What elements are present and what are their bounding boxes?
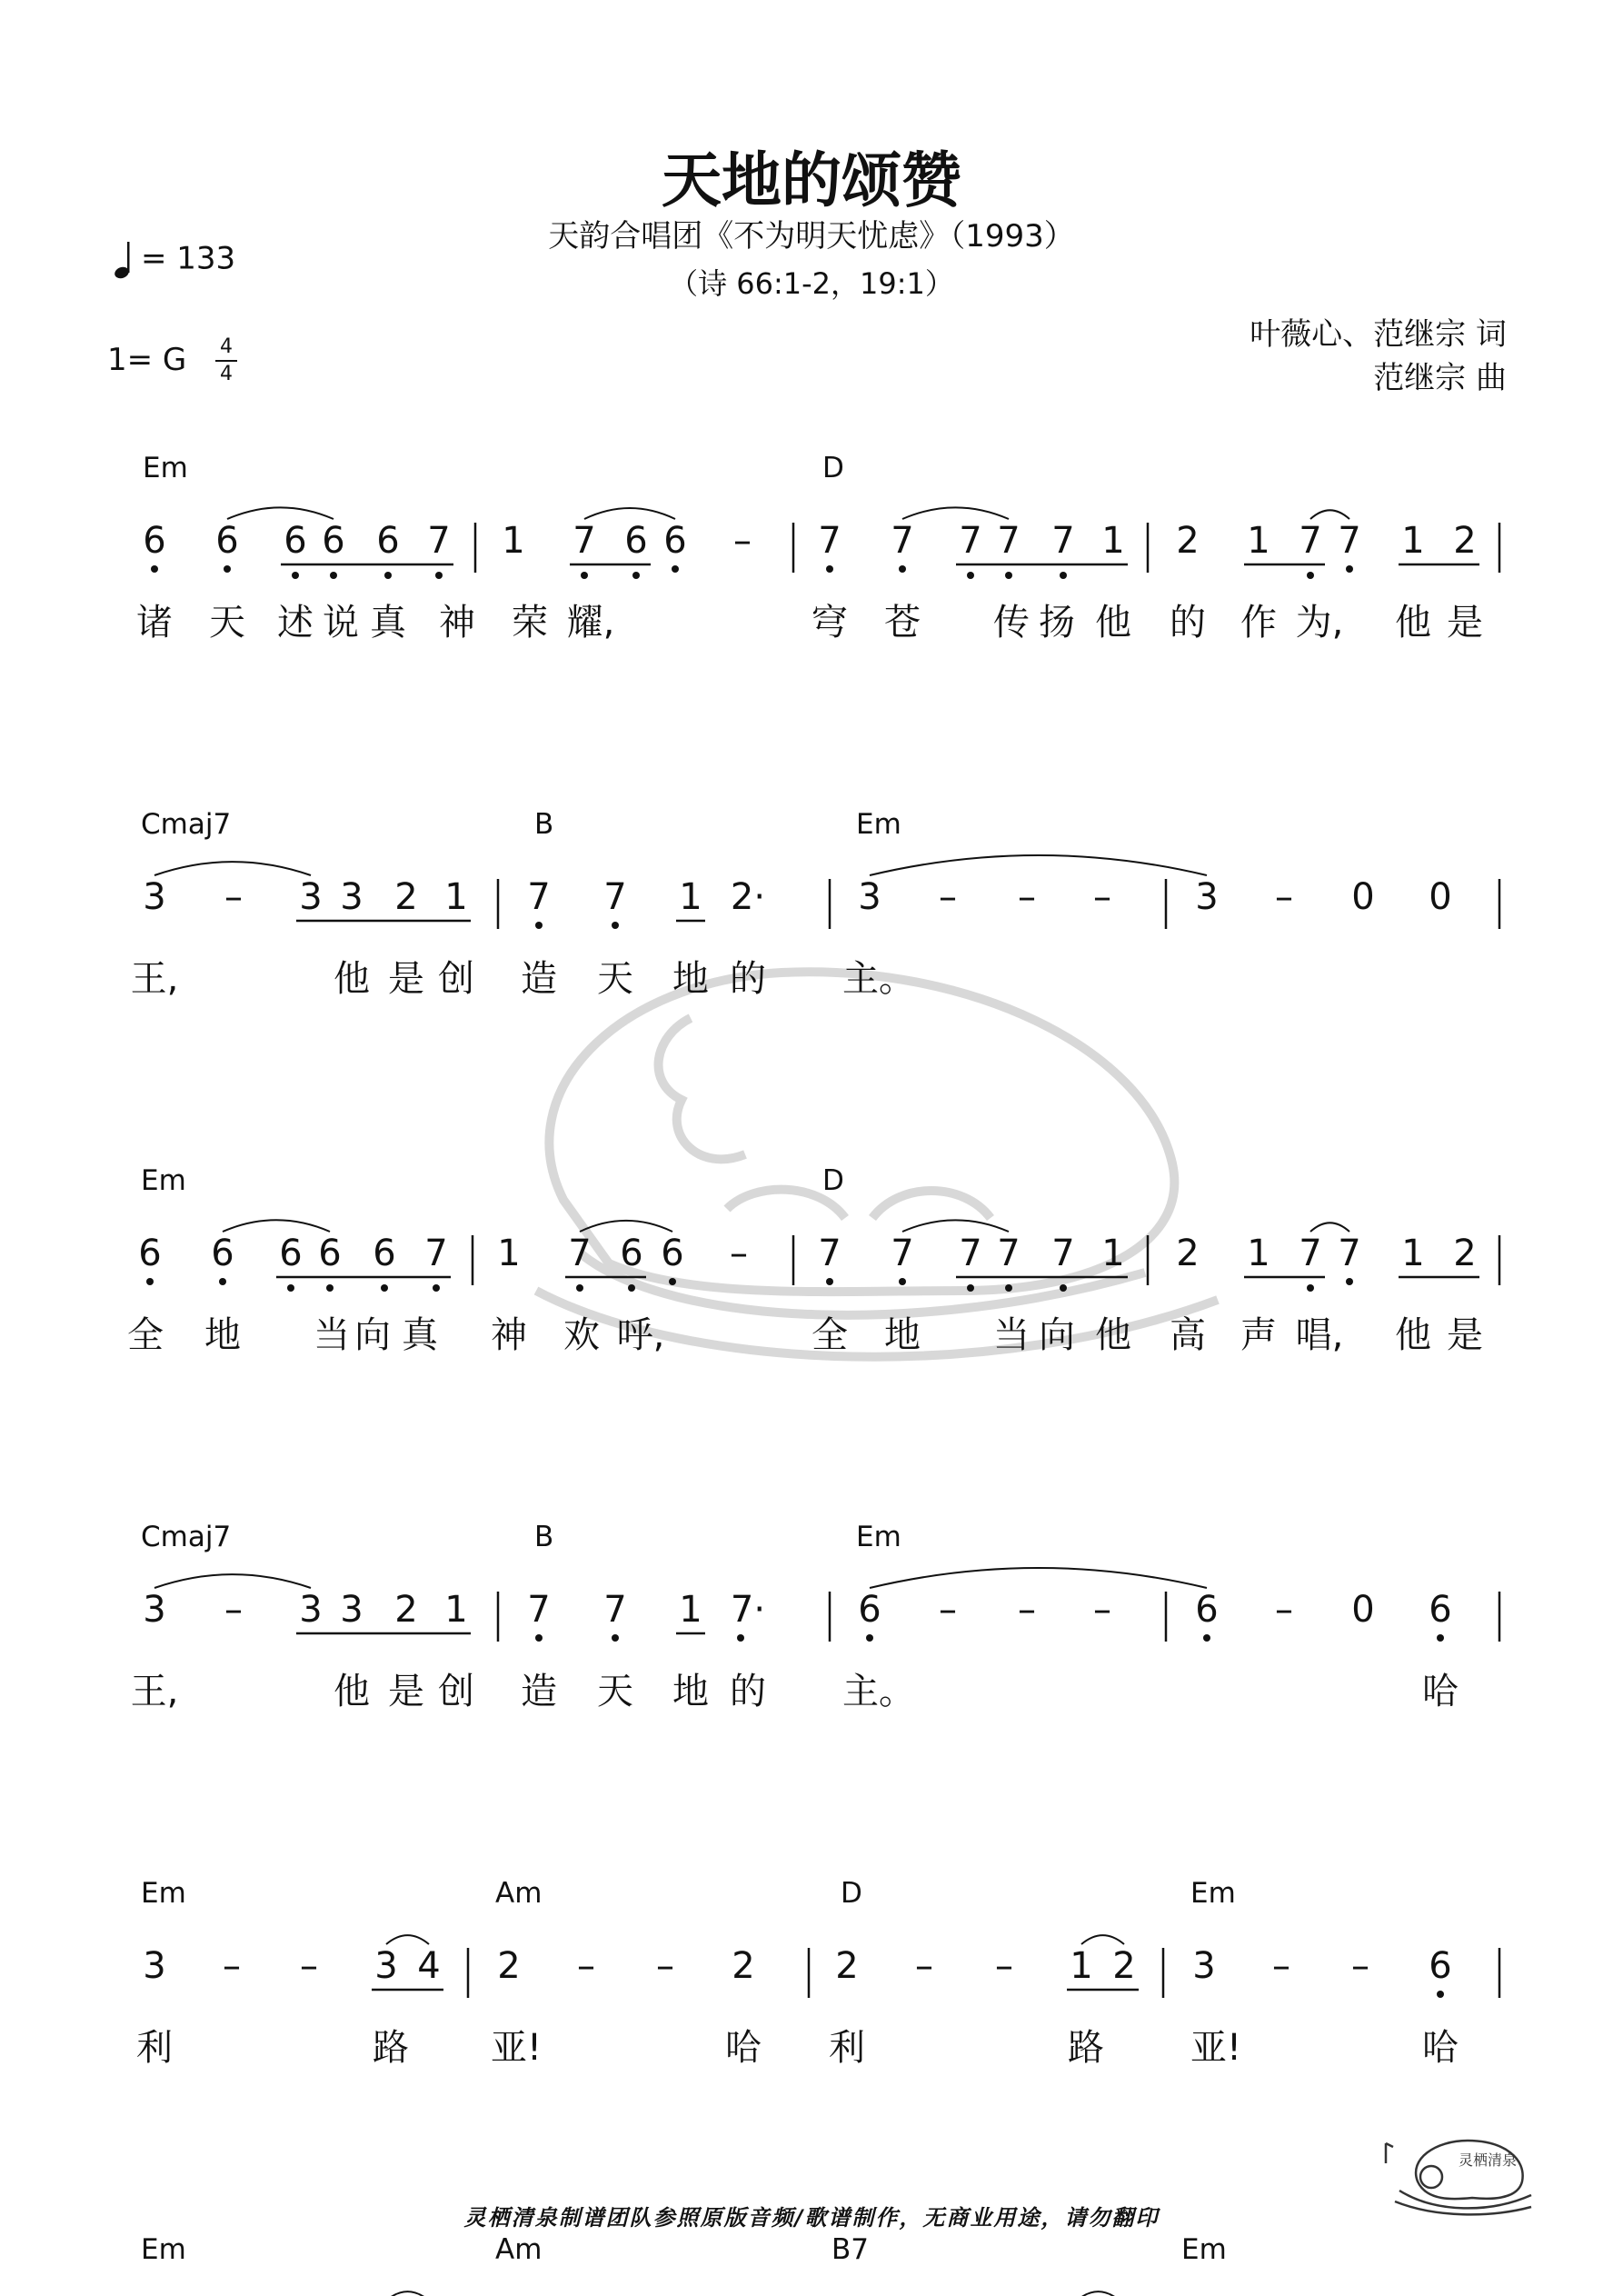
score-note: – [1275,876,1293,918]
score-note: – [730,1233,748,1274]
lyric-syllable: 地 [884,1314,921,1356]
lyric-syllable: 天 [597,958,633,1000]
sheep-logo-icon [1381,2127,1536,2218]
tie-slur [580,1221,672,1232]
score-note: 2 [835,1945,859,1987]
tie-slur [386,1935,429,1944]
score-note: 1 [1401,1233,1425,1274]
octave-dot [287,1284,294,1292]
lyric-syllable: 全 [127,1314,164,1356]
score-note: 6 [138,1233,162,1274]
tie-slur [870,855,1207,875]
tie-slur [1081,1935,1124,1944]
score-note: 2 [1453,1233,1477,1274]
score-note: 6 [663,520,687,562]
octave-dot [967,1284,974,1292]
lyric-syllable: 路 [373,2027,409,2069]
octave-dot [1437,1634,1444,1642]
score-note: – [224,1589,243,1631]
score-note: – [656,1945,674,1987]
score-note: 6 [1195,1589,1219,1631]
lyric-syllable: 神 [439,602,475,644]
lyric-syllable: 诸 [136,602,173,644]
octave-dot [899,1278,906,1285]
chord-symbol: Am [495,1877,543,1910]
octave-dot [384,572,392,579]
lyric-syllable: 作 [1240,602,1277,644]
octave-dot [1005,1284,1012,1292]
score-note: 1 [1101,520,1125,562]
score-note: 7 [818,1233,841,1274]
score-note: – [300,1945,318,1987]
octave-dot [151,565,158,573]
score-note: 0 [1429,876,1452,918]
lyric-syllable: 唱, [1295,1314,1344,1356]
score-note: 3 [340,876,363,918]
score-note: 7 [573,520,596,562]
lyric-syllable: 扬 [1039,602,1075,644]
lyric-syllable: 地 [672,1671,709,1712]
copyright-footer: 灵栖清泉制谱团队参照原版音频/歌谱制作，无商业用途，请勿翻印 [463,2205,1160,2231]
lyric-syllable: 哈 [1422,2027,1459,2069]
chord-symbol: D [841,1877,862,1910]
octave-dot [219,1278,226,1285]
lyric-syllable: 利 [136,2027,173,2069]
lyric-syllable: 传 [993,602,1030,644]
tie-slur [386,2291,429,2296]
chord-symbol: D [822,452,844,484]
lyric-syllable: 是 [388,1671,424,1712]
tie-slur [223,1220,330,1232]
lyric-syllable: 的 [730,1671,766,1712]
lyric-syllable: 主。 [842,1671,915,1712]
octave-dot [433,1284,440,1292]
score-note: 7 [603,876,627,918]
composer-credit: 范继宗 曲 [1373,360,1507,396]
lyric-syllable: 创 [438,1671,474,1712]
score-note: – [1272,1945,1290,1987]
score-note: 1 [1101,1233,1125,1274]
score-note: 6 [215,520,239,562]
octave-dot [866,1634,873,1642]
tie-slur [902,1220,1009,1232]
lyric-syllable: 利 [829,2027,865,2069]
score-note: – [915,1945,933,1987]
octave-dot [826,565,833,573]
lyric-syllable: 是 [388,958,424,1000]
score-note: 7 [1299,520,1322,562]
chord-symbol: Em [1190,1877,1236,1910]
score-note: 3 [340,1589,363,1631]
score-note: 7 [997,520,1021,562]
lyric-syllable: 地 [204,1314,241,1356]
score-note: 6 [318,1233,342,1274]
tempo-value: = 133 [141,240,236,277]
score-note: 7 [891,1233,914,1274]
score-note: 6 [858,1589,881,1631]
lyric-syllable: 欢 [563,1314,600,1356]
score-note: 1 [497,1233,521,1274]
score-note: 0 [1351,876,1375,918]
lyric-syllable: 他 [1395,602,1431,644]
score-note: 2· [730,876,766,918]
score-note: 6 [322,520,345,562]
lyric-syllable: 王, [130,1671,179,1712]
chord-symbol: Em [1181,2233,1227,2266]
score-note: 3 [374,1945,398,1987]
octave-dot [535,1634,543,1642]
score-note: 1 [679,876,702,918]
score-note: 1 [444,876,468,918]
score-note: 1 [1401,520,1425,562]
score-note: 7 [818,520,841,562]
octave-dot [967,572,974,579]
chord-symbol: B [534,1521,554,1553]
tie-slur [870,1568,1207,1588]
score-note: 7 [1051,1233,1075,1274]
octave-dot [330,572,337,579]
score-note: 4 [417,1945,441,1987]
lyric-syllable: 的 [730,958,766,1000]
score-note: 1 [1070,1945,1093,1987]
tie-slur [154,1574,311,1588]
score-note: – [939,876,957,918]
octave-dot [1307,572,1314,579]
score-note: 3 [858,876,881,918]
score-note: – [1351,1945,1369,1987]
score-note: – [577,1945,595,1987]
lyric-syllable: 天 [209,602,245,644]
lyric-syllable: 他 [334,1671,370,1712]
score-note: – [223,1945,241,1987]
score-note: 2 [394,876,418,918]
lyric-syllable: 述 [277,602,314,644]
tie-slur [1310,510,1349,519]
score-note: 7 [603,1589,627,1631]
score-note: – [1018,1589,1036,1631]
chord-symbol: Em [856,808,901,841]
score-note: 6 [661,1233,684,1274]
score-note: 6 [620,1233,643,1274]
lyric-syllable: 全 [812,1314,848,1356]
score-note: 1 [502,520,525,562]
score-note: 2 [1112,1945,1136,1987]
score-note: 7 [527,1589,551,1631]
score-note: 1 [679,1589,702,1631]
score-note: 7 [959,520,982,562]
chord-symbol: Cmaj7 [141,1521,232,1553]
scripture-reference: （诗 66:1-2，19:1） [669,266,954,301]
score-note: 3 [143,1945,166,1987]
octave-dot [435,572,443,579]
lyric-syllable: 亚! [1190,2027,1242,2069]
octave-dot [899,565,906,573]
lyric-syllable: 声 [1240,1314,1277,1356]
lyric-syllable: 哈 [1422,1671,1459,1712]
octave-dot [581,572,588,579]
octave-dot [1437,1991,1444,1998]
octave-dot [224,565,231,573]
tie-slur [584,508,675,519]
score-note: 7 [427,520,451,562]
lyric-syllable: 亚! [490,2027,543,2069]
lyric-syllable: 创 [438,958,474,1000]
score-note: 7· [730,1589,766,1631]
octave-dot [669,1278,676,1285]
lyric-syllable: 哈 [725,2027,762,2069]
score-note: 0 [1351,1589,1375,1631]
score-note: 2 [732,1945,755,1987]
lyric-syllable: 呼, [616,1314,665,1356]
lyric-syllable: 神 [491,1314,527,1356]
chord-symbol: Em [143,452,188,484]
score-note: 2 [1176,1233,1200,1274]
octave-dot [1060,572,1067,579]
octave-dot [628,1284,635,1292]
lyric-syllable: 真 [402,1314,438,1356]
lyric-syllable: 耀, [566,602,615,644]
key-signature: 1= G [107,342,187,378]
score-note: – [1018,876,1036,918]
score-note: – [1093,876,1111,918]
lyric-syllable: 穹 [812,602,848,644]
lyric-syllable: 为, [1295,602,1344,644]
score-note: 7 [959,1233,982,1274]
score-note: 7 [424,1233,448,1274]
score-note: – [995,1945,1013,1987]
score-note: 2 [1453,520,1477,562]
lyric-syllable: 天 [597,1671,633,1712]
score-note: 6 [143,520,166,562]
lyric-syllable: 荣 [512,602,548,644]
score-note: 6 [284,520,307,562]
octave-dot [612,1634,619,1642]
score-note: 3 [1195,876,1219,918]
chord-symbol: D [822,1164,844,1197]
score-note: – [733,520,752,562]
score-note: 7 [568,1233,592,1274]
score-note: 7 [1338,520,1361,562]
lyric-syllable: 他 [1095,1314,1131,1356]
octave-dot [672,565,679,573]
octave-dot [632,572,640,579]
score-note: 3 [1192,1945,1216,1987]
chord-symbol: Em [141,2233,186,2266]
score-note: 3 [299,876,323,918]
lyric-syllable: 主。 [842,958,915,1000]
tie-slur [902,507,1009,519]
score-note: 7 [1051,520,1075,562]
octave-dot [535,922,543,929]
score-note: – [224,876,243,918]
chord-symbol: Em [141,1877,186,1910]
album-subtitle: 天韵合唱团《不为明天忧虑》（1993） [548,218,1075,255]
lyric-syllable: 说 [323,602,359,644]
lyric-syllable: 地 [672,958,709,1000]
octave-dot [1005,572,1012,579]
lyric-syllable: 他 [334,958,370,1000]
tie-slur [227,507,334,519]
time-signature-top: 4 [220,335,233,358]
score-note: 3 [299,1589,323,1631]
score-note: 7 [1338,1233,1361,1274]
lyric-syllable: 向 [354,1314,391,1356]
chord-symbol: Em [141,1164,186,1197]
score-note: 3 [143,876,166,918]
lyric-syllable: 路 [1068,2027,1104,2069]
chord-symbol: B [534,808,554,841]
lyric-syllable: 真 [370,602,406,644]
tie-slur [1077,2291,1120,2296]
score-note: 2 [1176,520,1200,562]
octave-dot [1307,1284,1314,1292]
score-note: 7 [997,1233,1021,1274]
lyric-syllable: 他 [1095,602,1131,644]
lyric-syllable: 向 [1039,1314,1075,1356]
lyric-syllable: 是 [1447,602,1483,644]
octave-dot [1060,1284,1067,1292]
score-note: 7 [1299,1233,1322,1274]
score-note: – [939,1589,957,1631]
score-note: 6 [1429,1945,1452,1987]
lyric-syllable: 苍 [884,602,921,644]
chord-symbol: Em [856,1521,901,1553]
chord-symbol: Cmaj7 [141,808,232,841]
score-note: 2 [394,1589,418,1631]
song-title: 天地的颂赞 [662,145,961,215]
lyric-syllable: 当 [993,1314,1030,1356]
score-note: 7 [527,876,551,918]
score-note: 6 [211,1233,234,1274]
lyric-syllable: 王, [130,958,179,1000]
tie-slur [154,862,311,875]
score-note: 3 [143,1589,166,1631]
score-note: 1 [444,1589,468,1631]
score-note: 7 [891,520,914,562]
lyric-syllable: 的 [1170,602,1206,644]
octave-dot [826,1278,833,1285]
score-note: 1 [1247,1233,1270,1274]
octave-dot [1203,1634,1210,1642]
score-note: 6 [279,1233,303,1274]
lyricist-credit: 叶薇心、范继宗 词 [1250,316,1507,353]
lyric-syllable: 造 [521,958,557,1000]
octave-dot [292,572,299,579]
score-note: 6 [373,1233,396,1274]
octave-dot [146,1278,154,1285]
chord-symbol: B7 [831,2233,869,2266]
score-note: – [1093,1589,1111,1631]
lyric-syllable: 造 [521,1671,557,1712]
score-note: – [1275,1589,1293,1631]
time-signature-bottom: 4 [220,363,233,385]
tie-slur [1310,1223,1349,1232]
lyric-syllable: 他 [1395,1314,1431,1356]
octave-dot [326,1284,334,1292]
score-note: 2 [497,1945,521,1987]
lyric-syllable: 当 [314,1314,350,1356]
lyric-syllable: 是 [1447,1314,1483,1356]
lyric-syllable: 高 [1170,1314,1206,1356]
octave-dot [381,1284,388,1292]
octave-dot [612,922,619,929]
score-note: 1 [1247,520,1270,562]
octave-dot [576,1284,583,1292]
octave-dot [737,1634,744,1642]
score-note: 6 [376,520,400,562]
score-note: 6 [1429,1589,1452,1631]
octave-dot [1346,1278,1353,1285]
logo-text: 灵栖清泉 [1459,2151,1518,2169]
octave-dot [1346,565,1353,573]
score-note: 6 [624,520,648,562]
chord-symbol: Am [495,2233,543,2266]
